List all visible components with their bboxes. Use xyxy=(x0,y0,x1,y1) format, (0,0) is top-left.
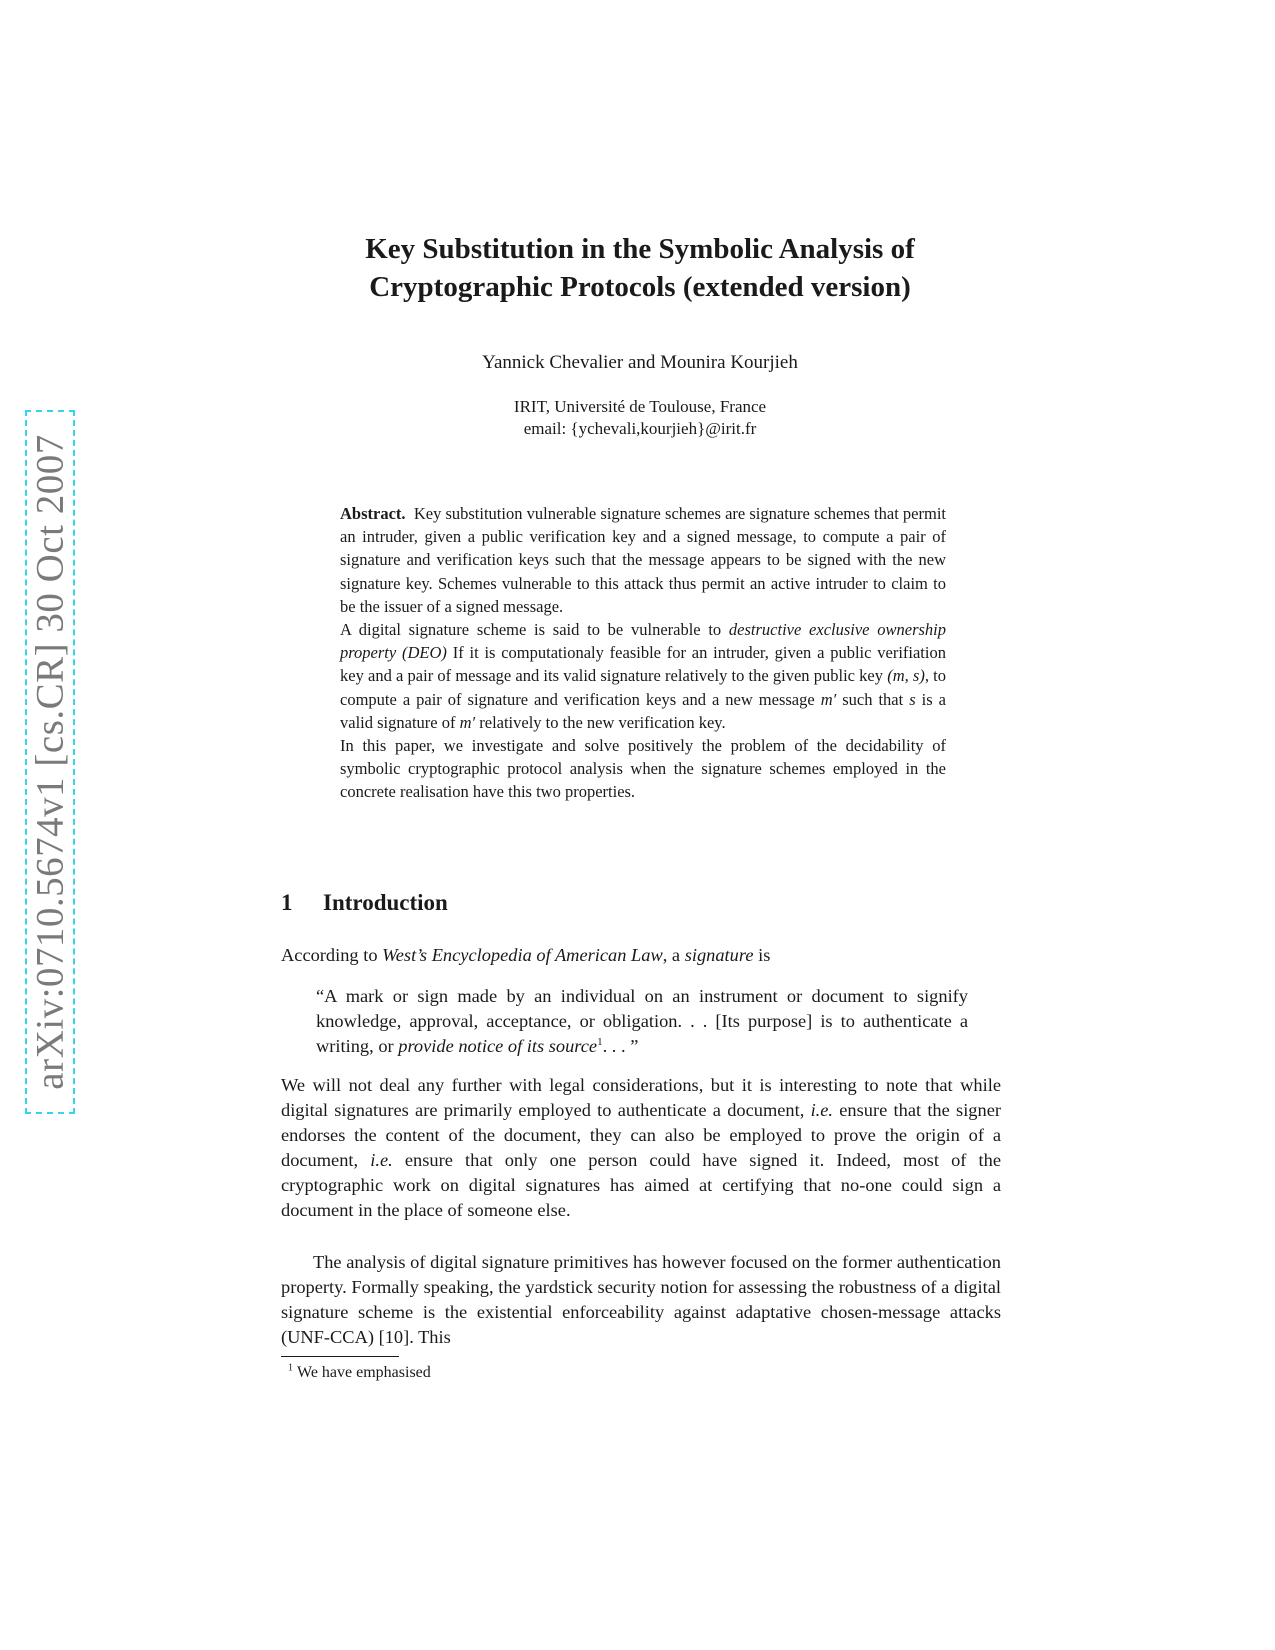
footnote xyxy=(288,1364,431,1382)
math-pair: (m, s) xyxy=(887,666,925,686)
ie-abbrev: i.e. xyxy=(370,1149,393,1170)
footnote-text: We have emphasised xyxy=(297,1364,431,1381)
section-title: Introduction xyxy=(323,890,448,915)
institution: IRIT, Université de Toulouse, France xyxy=(513,397,767,416)
abstract-label: Abstract. xyxy=(340,504,406,523)
section-number: 1 xyxy=(281,890,293,915)
abstract-p2-start: A digital signature scheme is said to be vulnerable to xyxy=(340,620,729,640)
title-line-2: Cryptographic Protocols (extended version) xyxy=(369,271,911,303)
abstract-paragraph-1 xyxy=(340,502,946,618)
abstract-p2-mid3: such that xyxy=(836,689,910,709)
ie-abbrev: i.e. xyxy=(810,1099,834,1120)
footnote-number: 1 xyxy=(288,1362,293,1374)
abstract-p2-mid2: , to compute a pair of signature and verification keys and a new message xyxy=(340,666,946,709)
intro-mid: , a xyxy=(662,945,685,965)
intro-start: According to xyxy=(281,945,383,965)
quote-text: “A mark or sign made by an individual on an instrument or document to signify knowledge, approval, acceptance, or obligation. . . [Its purpose] is to authenticate a writing, or xyxy=(316,986,968,1056)
para2-text: The analysis of digital signature primitives has however focused on the former authentication property. Formally speaking, the yardstick security notion for assessing the robustness of a digital signature scheme is the existential enforceability against adaptative chosen-message attacks (UNF-CCA) [10]. This xyxy=(281,1252,1001,1347)
paragraph-1 xyxy=(281,1073,1001,1222)
footnote-marker[interactable]: 1 xyxy=(597,1035,603,1048)
math-m-prime: m′ xyxy=(820,689,837,709)
abstract xyxy=(340,502,946,804)
abstract-p2-mid: If it is computationaly feasible for an intruder, given a public verifiation key and a pair of message and its valid signature relatively to the given public key xyxy=(340,643,946,686)
arxiv-identifier[interactable]: arXiv:0710.5674v1 [cs.CR] 30 Oct 2007 xyxy=(28,434,72,1090)
para1-a: We will not deal any further with legal considerations, but it is interesting to note that while digital signatures are primarily employed to authenticate a document, xyxy=(281,1075,1001,1120)
quote-end: . . . ” xyxy=(602,1036,639,1056)
para1-c: ensure that only one person could have signed it. Indeed, most of the cryptographic work on digital signatures has aimed at certifying that no-one could sign a document in the place of someone else. xyxy=(281,1149,1002,1220)
paper-title xyxy=(260,230,1020,306)
affiliation xyxy=(260,396,1020,440)
para1-b: ensure that the signer endorses the content of the document, they can also be employed to prove the origin of a document, xyxy=(281,1099,1001,1170)
title-line-1: Key Substitution in the Symbolic Analysis of xyxy=(365,233,915,265)
signature-term: signature xyxy=(684,945,754,965)
abstract-paragraph-3: In this paper, we investigate and solve positively the problem of the decidability of symbolic cryptographic protocol analysis when the signature schemes employed in the concrete realisation have this two properties. xyxy=(340,736,946,802)
intro-end: is xyxy=(753,945,771,965)
quote-emphasis: provide notice of its source xyxy=(398,1036,598,1056)
deo-term: destructive exclusive ownership property (DEO) xyxy=(340,620,946,663)
section-heading-introduction xyxy=(281,890,448,916)
block-quote xyxy=(316,984,968,1059)
paragraph-2 xyxy=(281,1250,1001,1350)
arxiv-stamp xyxy=(25,410,75,1114)
intro-sentence xyxy=(281,943,1001,968)
math-m-prime-2: m′ xyxy=(459,712,476,732)
abstract-p1-text: Key substitution vulnerable signature schemes are signature schemes that permit an intruder, given a public verification key and a signed message, to compute a pair of signature and verification keys such that the message appears to be signed with the new signature key. Schemes vulnerable to this attack thus permit an active intruder to claim to be the issuer of a signed message. xyxy=(340,504,946,616)
footnote-rule xyxy=(281,1356,399,1357)
abstract-p2-mid4: is a valid signature of xyxy=(340,689,946,732)
author-list: Yannick Chevalier and Mounira Kourjieh xyxy=(482,352,798,373)
math-s: s xyxy=(909,689,916,709)
encyclopedia-title: West’s Encyclopedia of American Law xyxy=(382,945,663,965)
email-address: email: {ychevali,kourjieh}@irit.fr xyxy=(523,419,757,438)
abstract-p2-end: relatively to the new verification key. xyxy=(475,712,726,732)
abstract-paragraph-2 xyxy=(340,618,946,734)
